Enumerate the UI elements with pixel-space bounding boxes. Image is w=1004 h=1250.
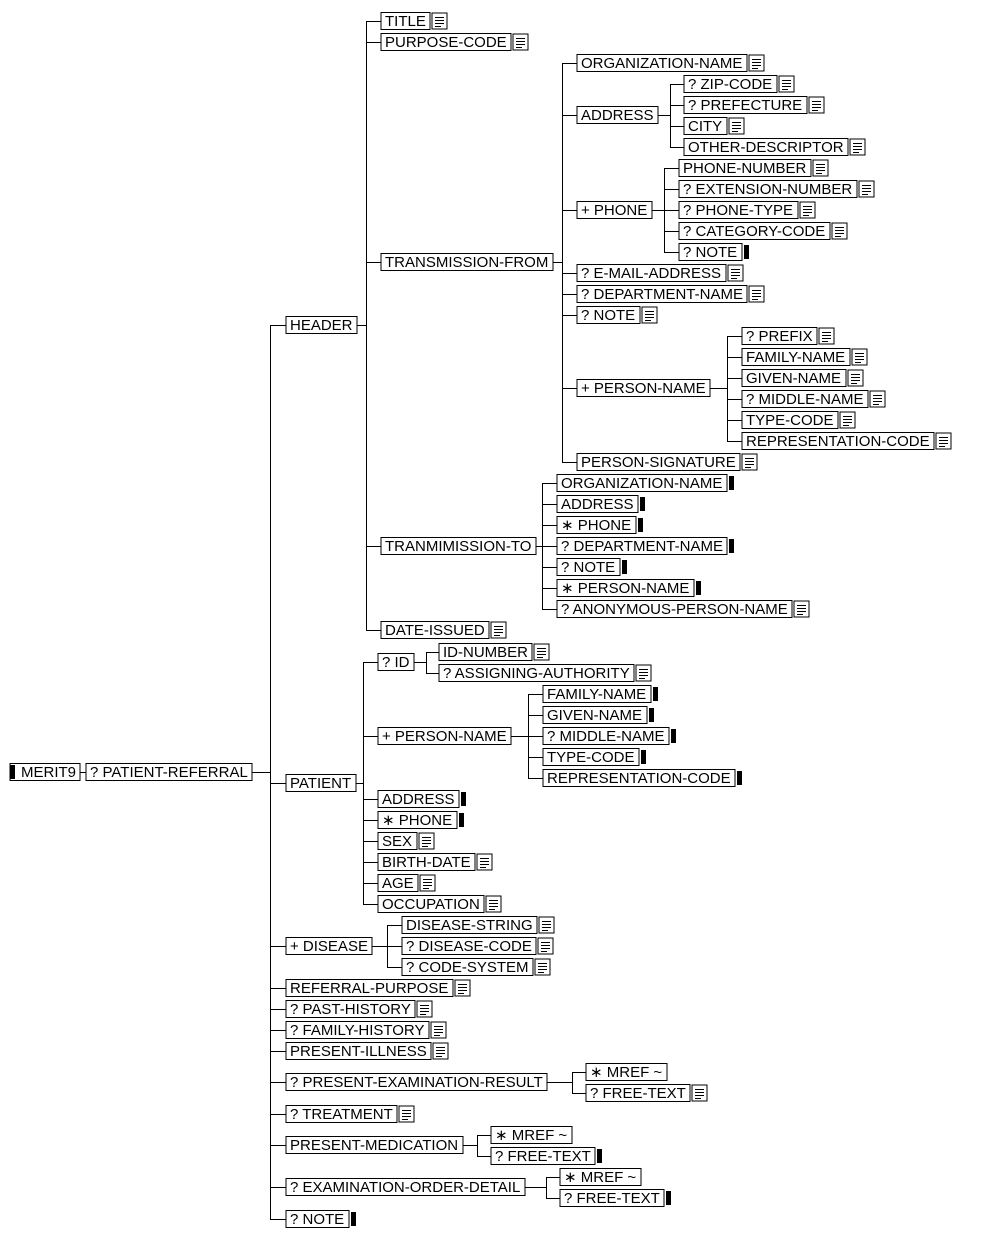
node-label: ? PATIENT-REFERRAL	[90, 764, 248, 781]
node-patient-referral	[86, 764, 252, 782]
node-pt-age	[378, 875, 435, 893]
node-tf-family-name	[742, 349, 867, 367]
node-label: TYPE-CODE	[746, 412, 834, 429]
text-content-icon	[417, 1001, 432, 1017]
node-pm-mref	[491, 1127, 572, 1145]
node-label: ? MIDDLE-NAME	[746, 391, 864, 408]
node-title	[381, 13, 447, 31]
node-label: ∗ PHONE	[561, 517, 632, 534]
node-treatment	[286, 1106, 414, 1124]
text-content-icon	[728, 265, 743, 281]
element-content-icon	[461, 792, 466, 806]
node-label: PURPOSE-CODE	[385, 34, 507, 51]
node-date-issued	[381, 622, 506, 640]
node-pt-address	[378, 791, 466, 809]
node-tt-organization-name	[557, 475, 734, 493]
tree-nodes	[10, 13, 951, 1229]
node-tf-representation-code	[742, 433, 951, 451]
text-content-icon	[850, 139, 865, 155]
node-label: ? FAMILY-HISTORY	[290, 1022, 425, 1039]
node-label: TRANSMISSION-FROM	[385, 254, 549, 271]
node-tf-given-name	[742, 370, 863, 388]
text-content-icon	[848, 370, 863, 386]
node-label: REFERRAL-PURPOSE	[290, 980, 449, 997]
node-label: + DISEASE	[290, 938, 368, 955]
text-content-icon	[455, 980, 470, 996]
node-label: ? DEPARTMENT-NAME	[581, 286, 743, 303]
node-tf-city	[684, 118, 744, 136]
node-label: PHONE-NUMBER	[683, 160, 807, 177]
node-label: CITY	[688, 118, 723, 135]
tree-connectors	[80, 21, 742, 1220]
node-label: DISEASE-STRING	[406, 917, 533, 934]
node-label: ? FREE-TEXT	[564, 1190, 660, 1207]
node-label: ? PREFECTURE	[688, 97, 803, 114]
node-tf-phone-type	[679, 202, 815, 220]
node-eod-free-text	[560, 1190, 671, 1208]
element-content-icon	[622, 560, 627, 574]
node-label: ? ANONYMOUS-PERSON-NAME	[561, 601, 788, 618]
node-label: PATIENT	[290, 775, 352, 792]
node-label: ∗ MREF ~	[564, 1169, 637, 1186]
text-content-icon	[779, 76, 794, 92]
node-present-medication	[286, 1137, 463, 1155]
text-content-icon	[420, 875, 435, 891]
node-tt-anonymous-person-name	[557, 601, 809, 619]
node-label: ? PHONE-TYPE	[683, 202, 794, 219]
node-label: GIVEN-NAME	[547, 707, 643, 724]
node-tf-organization-name	[577, 55, 764, 73]
text-content-icon	[852, 349, 867, 365]
node-label: PERSON-SIGNATURE	[581, 454, 736, 471]
text-content-icon	[539, 917, 554, 933]
text-content-icon	[534, 644, 549, 660]
node-label: + PERSON-NAME	[581, 380, 706, 397]
node-label: ORGANIZATION-NAME	[561, 475, 723, 492]
text-content-icon	[491, 622, 506, 638]
text-content-icon	[742, 454, 757, 470]
node-tt-note	[557, 559, 627, 577]
node-tf-e-mail-address	[577, 265, 743, 283]
node-pt-phone	[378, 812, 464, 830]
element-content-icon	[653, 687, 658, 701]
node-label: ∗ MREF ~	[590, 1064, 663, 1081]
node-label: ? TREATMENT	[290, 1106, 393, 1123]
text-content-icon	[819, 328, 834, 344]
node-label: ? DISEASE-CODE	[406, 938, 532, 955]
node-label: ? NOTE	[561, 559, 616, 576]
node-pm-free-text	[491, 1148, 602, 1166]
node-present-examination-result	[286, 1074, 547, 1092]
node-label: ? CODE-SYSTEM	[406, 959, 529, 976]
text-content-icon	[809, 97, 824, 113]
node-label: PRESENT-MEDICATION	[290, 1137, 459, 1154]
node-tf-type-code	[742, 412, 855, 430]
text-content-icon	[636, 665, 651, 681]
element-content-icon	[729, 476, 734, 490]
node-label: ∗ PHONE	[382, 812, 453, 829]
node-label: ? PREFIX	[746, 328, 813, 345]
element-content-icon	[729, 539, 734, 553]
node-pt-birth-date	[378, 854, 492, 872]
node-pt-given-name	[543, 707, 654, 725]
node-pt-person-name	[378, 728, 511, 746]
node-tranmimission-to	[381, 538, 536, 556]
text-content-icon	[859, 181, 874, 197]
node-label: ∗ PERSON-NAME	[561, 580, 690, 597]
element-content-icon	[744, 245, 749, 259]
text-content-icon	[419, 833, 434, 849]
node-label: ∗ MREF ~	[495, 1127, 568, 1144]
text-content-icon	[870, 391, 885, 407]
element-content-icon	[649, 708, 654, 722]
node-label: ? NOTE	[683, 244, 738, 261]
node-pt-middle-name	[543, 728, 676, 746]
node-label: OCCUPATION	[382, 896, 480, 913]
text-content-icon	[794, 601, 809, 617]
node-label: ? PRESENT-EXAMINATION-RESULT	[290, 1074, 543, 1091]
node-label: BIRTH-DATE	[382, 854, 471, 871]
node-label: + PHONE	[581, 202, 648, 219]
root-element-merit9	[10, 764, 80, 782]
node-header	[286, 317, 357, 335]
node-label: FAMILY-NAME	[746, 349, 846, 366]
node-tf-phone-number	[679, 160, 828, 178]
text-content-icon	[486, 896, 501, 912]
node-label: ? EXTENSION-NUMBER	[683, 181, 853, 198]
text-content-icon	[832, 223, 847, 239]
node-label: OTHER-DESCRIPTOR	[688, 139, 844, 156]
element-content-icon	[638, 518, 643, 532]
node-label: ORGANIZATION-NAME	[581, 55, 743, 72]
node-pt-representation-code	[543, 770, 742, 788]
node-label: HEADER	[290, 317, 353, 334]
node-tf-person-signature	[577, 454, 757, 472]
node-label: + PERSON-NAME	[382, 728, 507, 745]
node-disease-string	[402, 917, 554, 935]
node-eod-mref	[560, 1169, 641, 1187]
element-content-icon	[696, 581, 701, 595]
node-tf-zip-code	[684, 76, 794, 94]
node-label: REPRESENTATION-CODE	[547, 770, 731, 787]
element-content-icon	[597, 1149, 602, 1163]
element-content-icon	[641, 750, 646, 764]
node-label: ? NOTE	[581, 307, 636, 324]
node-label: DATE-ISSUED	[385, 622, 485, 639]
node-patient	[286, 775, 356, 793]
text-content-icon	[642, 307, 657, 323]
node-pt-type-code	[543, 749, 646, 767]
node-label: ? FREE-TEXT	[590, 1085, 686, 1102]
node-referral-purpose	[286, 980, 470, 998]
node-label: TRANMIMISSION-TO	[385, 538, 532, 555]
node-label: ? ID	[382, 654, 410, 671]
node-transmission-from	[381, 254, 553, 272]
node-pt-sex	[378, 833, 434, 851]
node-tf-extension-number	[679, 181, 874, 199]
node-label: AGE	[382, 875, 414, 892]
element-content-icon	[351, 1212, 356, 1226]
node-tt-address	[557, 496, 645, 514]
node-tt-person-name	[557, 580, 701, 598]
node-per-free-text	[586, 1085, 707, 1103]
node-pt-assigning-authority	[439, 665, 651, 683]
node-tf-department-name	[577, 286, 764, 304]
node-tf-prefecture	[684, 97, 824, 115]
text-content-icon	[432, 13, 447, 29]
node-label: TYPE-CODE	[547, 749, 635, 766]
text-content-icon	[800, 202, 815, 218]
node-label: ID-NUMBER	[443, 644, 528, 661]
text-content-icon	[433, 1043, 448, 1059]
node-label: ? PAST-HISTORY	[290, 1001, 411, 1018]
node-pr-note	[286, 1211, 356, 1229]
text-content-icon	[513, 34, 528, 50]
text-content-icon	[729, 118, 744, 134]
element-content-icon	[671, 729, 676, 743]
root-element-label: MERIT9	[21, 764, 77, 781]
node-pt-id	[378, 654, 414, 672]
node-label: ADDRESS	[561, 496, 634, 513]
node-pt-occupation	[378, 896, 501, 914]
node-label: REPRESENTATION-CODE	[746, 433, 930, 450]
node-label: ? EXAMINATION-ORDER-DETAIL	[290, 1179, 521, 1196]
text-content-icon	[538, 938, 553, 954]
node-disease-code	[402, 938, 553, 956]
text-content-icon	[535, 959, 550, 975]
text-content-icon	[840, 412, 855, 428]
element-content-icon	[666, 1191, 671, 1205]
node-tt-department-name	[557, 538, 734, 556]
text-content-icon	[936, 433, 951, 449]
node-label: ADDRESS	[581, 107, 654, 124]
node-tf-phone-note	[679, 244, 749, 262]
node-label: ? FREE-TEXT	[495, 1148, 591, 1165]
text-content-icon	[692, 1085, 707, 1101]
node-tf-other-descriptor	[684, 139, 865, 157]
node-tf-person-name	[577, 380, 710, 398]
node-label: ADDRESS	[382, 791, 455, 808]
node-per-mref	[586, 1064, 667, 1082]
node-label: ? ASSIGNING-AUTHORITY	[443, 665, 630, 682]
node-label: ? NOTE	[290, 1211, 345, 1228]
node-label: GIVEN-NAME	[746, 370, 842, 387]
text-content-icon	[749, 286, 764, 302]
node-label: ? DEPARTMENT-NAME	[561, 538, 723, 555]
node-tf-prefix	[742, 328, 834, 346]
node-pt-family-name	[543, 686, 658, 704]
element-content-icon	[737, 771, 742, 785]
element-content-icon	[640, 497, 645, 511]
node-family-history	[286, 1022, 446, 1040]
node-past-history	[286, 1001, 432, 1019]
node-present-illness	[286, 1043, 448, 1061]
node-examination-order-detail	[286, 1179, 525, 1197]
text-content-icon	[477, 854, 492, 870]
node-tf-address	[577, 107, 658, 125]
node-code-system	[402, 959, 550, 977]
node-label: SEX	[382, 833, 413, 850]
text-content-icon	[813, 160, 828, 176]
node-tf-phone	[577, 202, 652, 220]
node-label: ? ZIP-CODE	[688, 76, 773, 93]
node-purpose-code	[381, 34, 528, 52]
element-content-icon	[459, 813, 464, 827]
node-tf-category-code	[679, 223, 847, 241]
node-pt-id-number	[439, 644, 549, 662]
node-tf-middle-name	[742, 391, 885, 409]
text-content-icon	[749, 55, 764, 71]
text-content-icon	[399, 1106, 414, 1122]
node-tt-phone	[557, 517, 643, 535]
node-label: FAMILY-NAME	[547, 686, 647, 703]
text-content-icon	[431, 1022, 446, 1038]
node-label: ? CATEGORY-CODE	[683, 223, 826, 240]
node-label: TITLE	[385, 13, 426, 30]
node-tf-note	[577, 307, 657, 325]
node-label: PRESENT-ILLNESS	[290, 1043, 427, 1060]
node-disease	[286, 938, 372, 956]
node-label: ? E-MAIL-ADDRESS	[581, 265, 722, 282]
element-content-icon	[10, 765, 15, 779]
node-label: ? MIDDLE-NAME	[547, 728, 665, 745]
